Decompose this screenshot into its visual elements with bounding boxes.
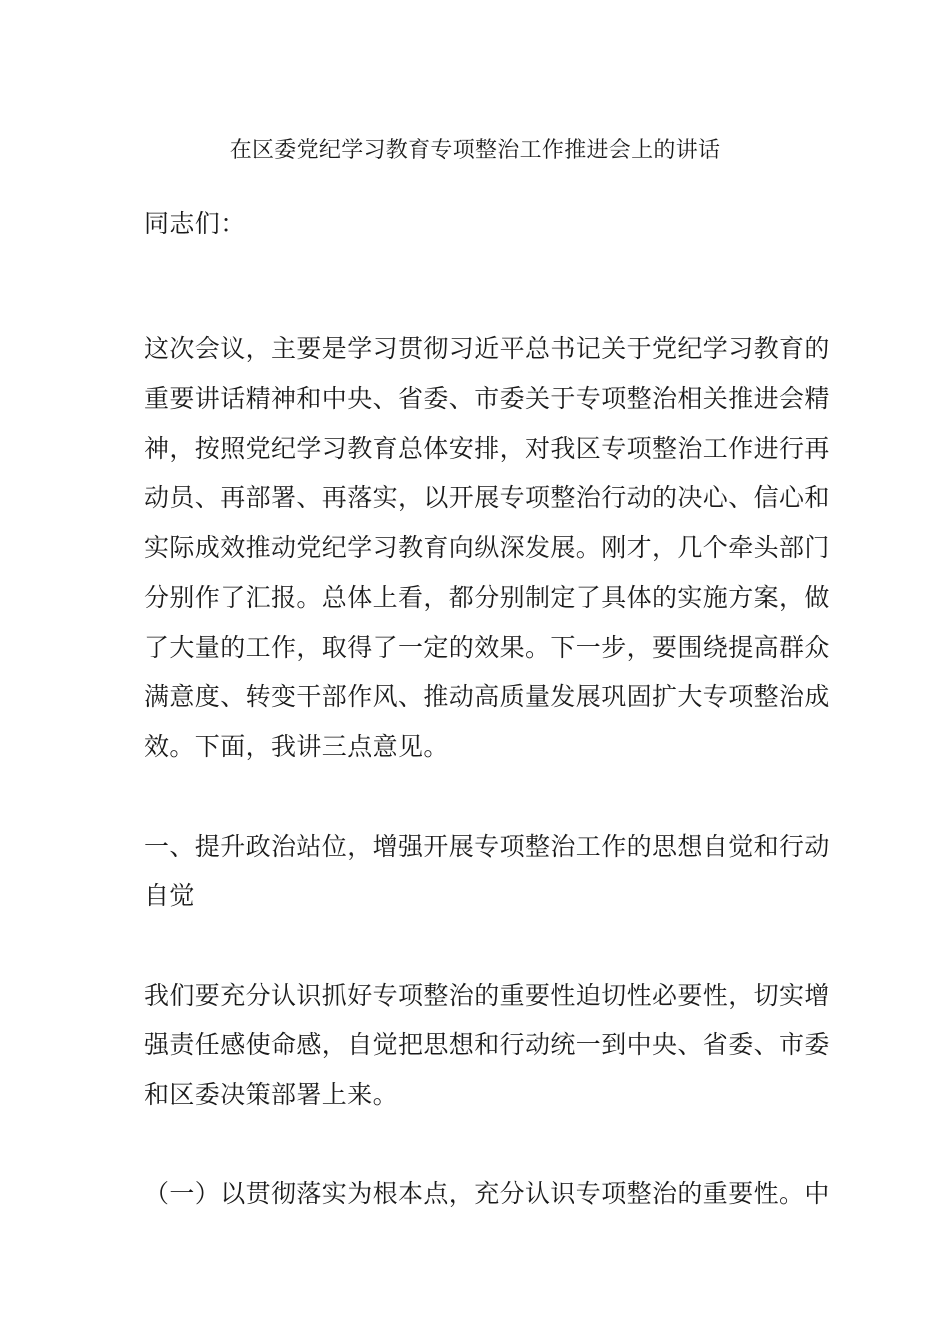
- salutation: 同志们：: [144, 209, 246, 238]
- paragraph-2-line-1: 我们要充分认识抓好专项整治的重要性迫切性必要性，切实增: [144, 981, 830, 1010]
- paragraph-1-line-1: 这次会议，主要是学习贯彻习近平总书记关于党纪学习教育的: [144, 334, 830, 363]
- paragraph-1-line-8: 满意度、转变干部作风、推动高质量发展巩固扩大专项整治成: [144, 682, 830, 711]
- paragraph-1-line-4: 动员、再部署、再落实，以开展专项整治行动的决心、信心和: [144, 483, 830, 512]
- paragraph-1-line-7: 了大量的工作，取得了一定的效果。下一步，要围绕提高群众: [144, 633, 830, 662]
- paragraph-1-line-6: 分别作了汇报。总体上看，都分别制定了具体的实施方案，做: [144, 583, 830, 612]
- document-title: 在区委党纪学习教育专项整治工作推进会上的讲话: [229, 138, 721, 163]
- paragraph-1-line-3: 神，按照党纪学习教育总体安排，对我区专项整治工作进行再: [144, 434, 830, 463]
- heading-1-line-1: 一、提升政治站位，增强开展专项整治工作的思想自觉和行动: [144, 832, 830, 861]
- paragraph-1-line-2: 重要讲话精神和中央、省委、市委关于专项整治相关推进会精: [144, 384, 830, 413]
- paragraph-1-line-9: 效。下面，我讲三点意见。: [144, 732, 449, 761]
- paragraph-2-line-2: 强责任感使命感，自觉把思想和行动统一到中央、省委、市委: [144, 1030, 830, 1059]
- subheading-1: （一）以贯彻落实为根本点，充分认识专项整治的重要性。中: [144, 1179, 830, 1208]
- paragraph-2-line-3: 和区委决策部署上来。: [144, 1080, 399, 1109]
- paragraph-1-line-5: 实际成效推动党纪学习教育向纵深发展。刚才，几个牵头部门: [144, 533, 830, 562]
- heading-1-line-2: 自觉: [144, 881, 195, 910]
